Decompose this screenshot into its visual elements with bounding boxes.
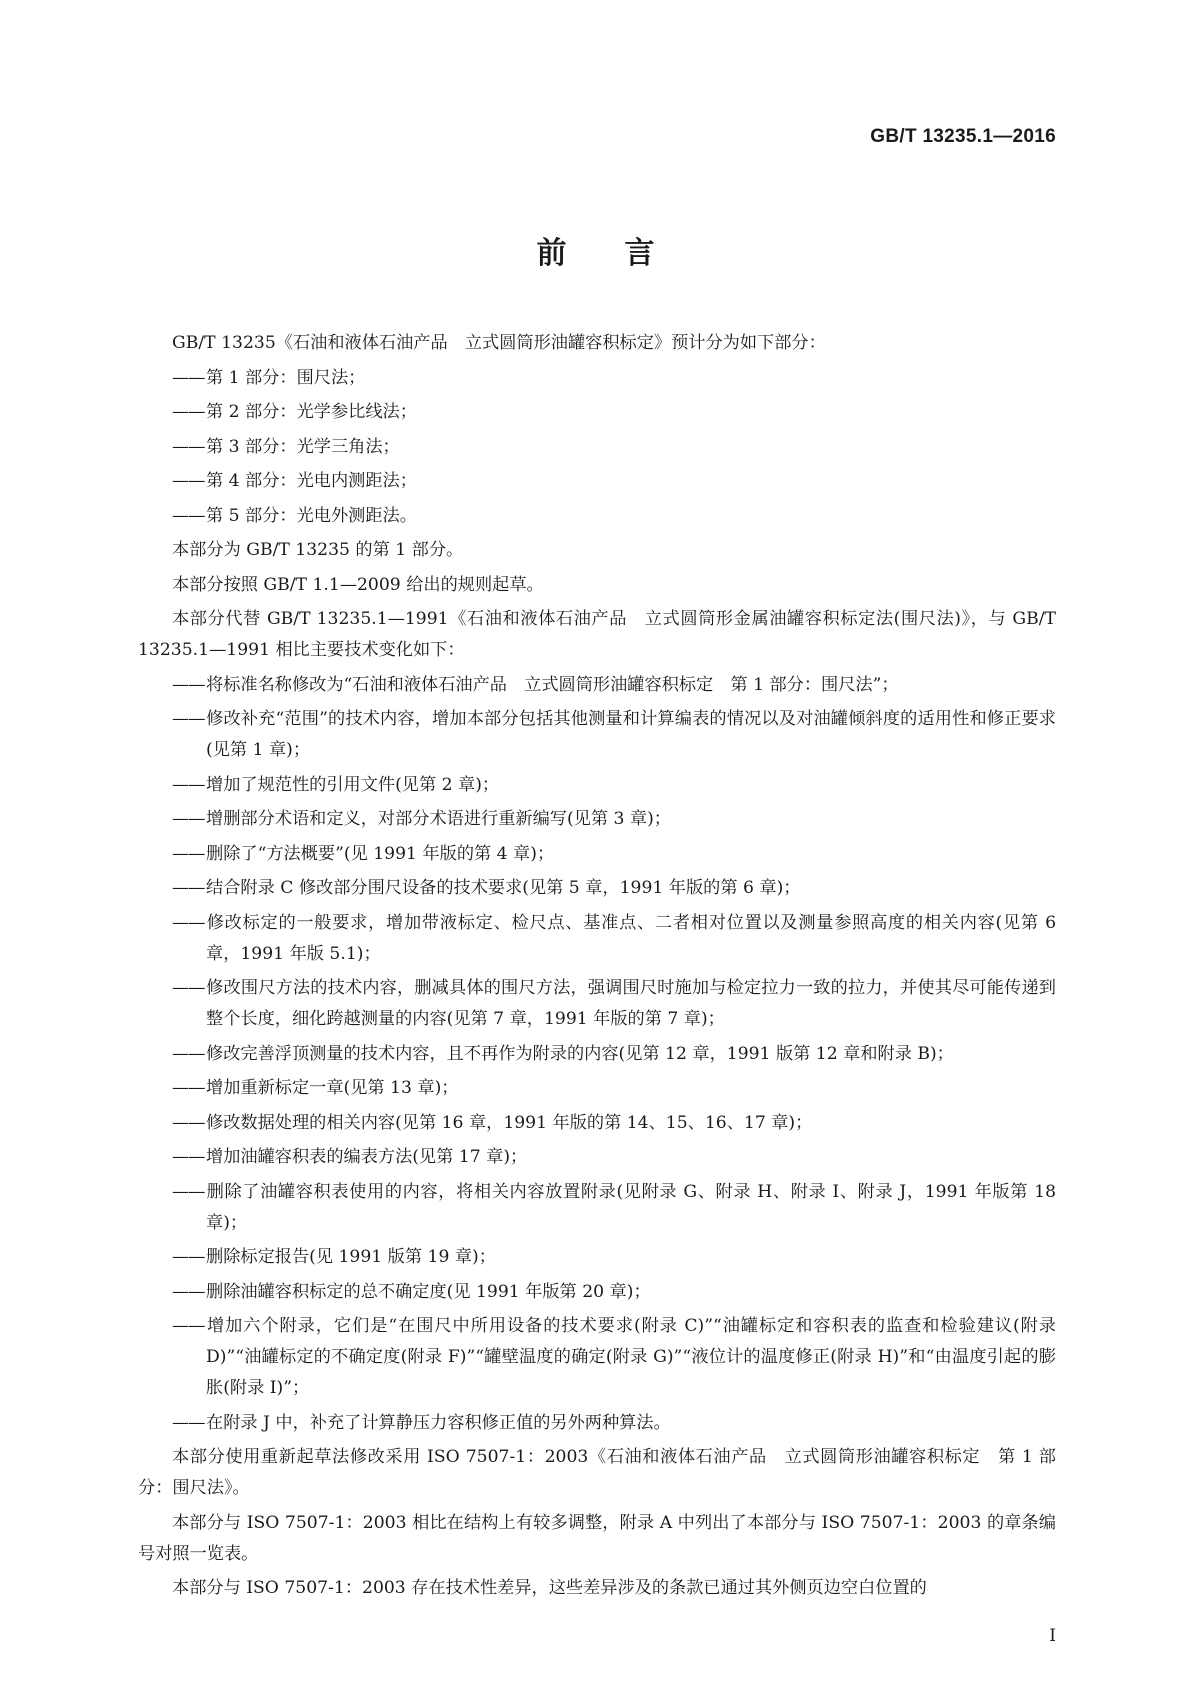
dash-marker: —— (172, 505, 205, 526)
list-item (138, 432, 1056, 463)
page-title: 前言 (536, 236, 713, 271)
iso-adoption-statement: 本部分使用重新起草法修改采用 ISO 7507-1：2003《石油和液体石油产品 立式圆筒形油罐容积标定 第 1 部分：围尺法》。 (138, 1447, 1056, 1498)
list-item-text: 删除标定报告(见 1991 版第 19 章)； (206, 1247, 496, 1267)
list-item-text: 第 2 部分：光学参比线法； (206, 402, 417, 422)
list-item (138, 1177, 1056, 1239)
list-item-text: 第 3 部分：光学三角法； (206, 436, 400, 457)
dash-marker: —— (172, 1043, 205, 1064)
list-item-text: 结合附录 C 修改部分围尺设备的技术要求(见第 5 章，1991 年版的第 6 章)； (206, 878, 801, 898)
list-item (138, 1408, 1056, 1439)
document-body (138, 328, 1056, 1608)
list-item (138, 804, 1056, 835)
list-item (138, 363, 1056, 394)
list-item-text: 增加六个附录，它们是“在围尺中所用设备的技术要求(附录 C)”“油罐标定和容积表的监查和检验建议(附录 D)”“油罐标定的不确定度(附录 F)”“罐壁温度的确定(附录 G)”“液位计的温度修正(附录 H)”和“由温度引起的膨胀(附录 I)”； (206, 1316, 1056, 1398)
list-item-text: 修改补充“范围”的技术内容，增加本部分包括其他测量和计算编表的情况以及对油罐倾斜度的适用性和修正要求(见第 1 章)； (206, 709, 1056, 760)
list-item (138, 1311, 1056, 1404)
dash-marker: —— (172, 1078, 205, 1098)
list-item-text: 增加重新标定一章(见第 13 章)； (206, 1078, 459, 1098)
technical-difference-statement: 本部分与 ISO 7507-1：2003 存在技术性差异，这些差异涉及的条款已通过其外侧页边空白位置的 (172, 1578, 927, 1598)
list-item (138, 770, 1056, 801)
dash-marker: —— (172, 809, 205, 829)
list-item-text: 删除油罐容积标定的总不确定度(见 1991 年版第 20 章)； (206, 1281, 651, 1302)
parts-list (138, 363, 1056, 532)
dash-marker: —— (172, 436, 205, 457)
list-item-text: 修改围尺方法的技术内容，删减具体的围尺方法，强调围尺时施加与检定拉力一致的拉力，并使其尽可能传递到整个长度，细化跨越测量的内容(见第 7 章，1991 年版的第 7 章)； (206, 978, 1056, 1029)
dash-marker: —— (172, 1316, 205, 1336)
dash-marker: —— (172, 843, 205, 864)
list-item-text: 第 1 部分：围尺法； (206, 367, 366, 388)
list-item (138, 908, 1056, 970)
list-item-text: 第 4 部分：光电内测距法； (206, 471, 417, 491)
dash-marker: —— (172, 978, 205, 998)
dash-marker: —— (172, 471, 205, 491)
dash-marker: —— (172, 709, 205, 729)
dash-marker: —— (172, 774, 205, 795)
list-item (138, 670, 1056, 701)
changes-list (138, 670, 1056, 1439)
list-item-text: 增加了规范性的引用文件(见第 2 章)； (206, 774, 500, 795)
list-item-text: 在附录 J 中，补充了计算静压力容积修正值的另外两种算法。 (206, 1412, 671, 1433)
list-item (138, 873, 1056, 904)
list-item (138, 1108, 1056, 1139)
dash-marker: —— (172, 1412, 205, 1433)
list-item (138, 1142, 1056, 1173)
list-item (138, 973, 1056, 1035)
dash-marker: —— (172, 367, 205, 388)
dash-marker: —— (172, 1112, 205, 1133)
dash-marker: —— (172, 674, 205, 695)
list-item (138, 1277, 1056, 1308)
list-item-text: 第 5 部分：光电外测距法。 (206, 505, 417, 526)
list-item (138, 466, 1056, 497)
dash-marker: —— (172, 402, 205, 422)
dash-marker: —— (172, 1147, 205, 1167)
list-item (138, 839, 1056, 870)
list-item (138, 397, 1056, 428)
structure-statement: 本部分与 ISO 7507-1：2003 相比在结构上有较多调整，附录 A 中列出了本部分与 ISO 7507-1：2003 的章条编号对照一览表。 (138, 1512, 1056, 1564)
list-item-text: 将标准名称修改为“石油和液体石油产品 立式圆筒形油罐容积标定 第 1 部分：围尺法”； (206, 674, 899, 695)
list-item-text: 删除了“方法概要”(见 1991 年版的第 4 章)； (206, 843, 555, 864)
list-item-text: 修改数据处理的相关内容(见第 16 章，1991 年版的第 14、15、16、17 章)； (206, 1112, 813, 1133)
replacement-statement: 本部分代替 GB/T 13235.1—1991《石油和液体石油产品 立式圆筒形金属油罐容积标定法(围尺法)》，与 GB/T 13235.1—1991 相比主要技术变化如下： (138, 609, 1056, 660)
standard-code: GB/T 13235.1—2016 (870, 126, 1056, 147)
dash-marker: —— (172, 878, 205, 898)
dash-marker: —— (172, 1181, 205, 1202)
list-item-text: 修改标定的一般要求，增加带液标定、检尺点、基准点、二者相对位置以及测量参照高度的相关内容(见第 6 章，1991 年版 5.1)； (206, 912, 1056, 964)
list-item (138, 1073, 1056, 1104)
list-item (138, 704, 1056, 766)
list-item (138, 1242, 1056, 1273)
part-statement: 本部分为 GB/T 13235 的第 1 部分。 (172, 540, 464, 560)
intro-paragraph: GB/T 13235《石油和液体石油产品 立式圆筒形油罐容积标定》预计分为如下部分： (172, 333, 826, 353)
list-item (138, 501, 1056, 532)
rules-statement: 本部分按照 GB/T 1.1—2009 给出的规则起草。 (172, 574, 544, 595)
list-item-text: 增加油罐容积表的编表方法(见第 17 章)； (206, 1147, 528, 1167)
page-number: I (1049, 1626, 1056, 1646)
list-item (138, 1039, 1056, 1070)
dash-marker: —— (172, 1281, 205, 1302)
list-item-text: 删除了油罐容积表使用的内容，将相关内容放置附录(见附录 G、附录 H、附录 I、附录 J，1991 年版第 18 章)； (206, 1181, 1056, 1233)
list-item-text: 增删部分术语和定义，对部分术语进行重新编写(见第 3 章)； (206, 809, 671, 829)
dash-marker: —— (172, 912, 205, 933)
dash-marker: —— (172, 1247, 205, 1267)
list-item-text: 修改完善浮顶测量的技术内容，且不再作为附录的内容(见第 12 章，1991 版第 12 章和附录 B)； (206, 1043, 954, 1064)
